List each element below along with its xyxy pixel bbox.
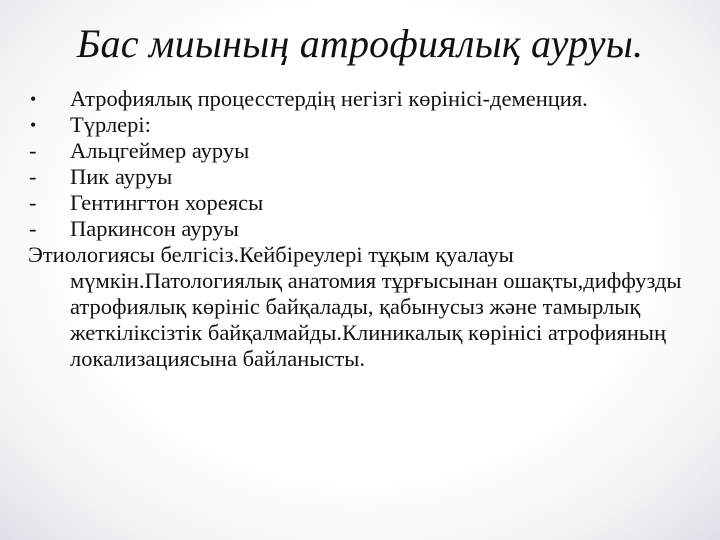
dash-icon: - [29,190,37,215]
bullet-icon: • [30,89,37,109]
slide-title: Бас миының атрофиялық ауруы. [76,21,644,66]
dash-text: Альцгеймер ауруы [70,138,250,163]
bullet-icon: • [30,115,37,135]
dash-item-pick [28,164,698,190]
slide-body [28,86,698,372]
bullet-text: Атрофиялық процесстердің негізгі көрінісі-деменция. [70,86,588,111]
dash-item-parkinson [28,216,698,242]
dash-icon: - [29,164,37,189]
dash-item-huntington [28,190,698,216]
dash-text: Гентингтон хореясы [70,190,264,215]
dash-icon: - [29,138,37,163]
bullet-text: Түрлері: [70,112,151,137]
dash-icon: - [29,216,37,241]
etiology-paragraph: Этиологиясы белгісіз.Кейбіреулері тұқым қуалауы мүмкін.Патологиялық анатомия тұрғысынан ошақты,диффузды атрофиялық көрініс байқалады, қабынусыз және тамырлық жеткіліксізтік байқалмайды.Клиникалық көрінісі атрофияның локализациясына байланысты. [28,242,682,371]
dash-item-alzheimer [28,138,698,164]
bullet-item-types [28,112,698,138]
dash-text: Пик ауруы [70,164,173,189]
bullet-item-dementia [28,86,698,112]
dash-text: Паркинсон ауруы [70,216,239,241]
